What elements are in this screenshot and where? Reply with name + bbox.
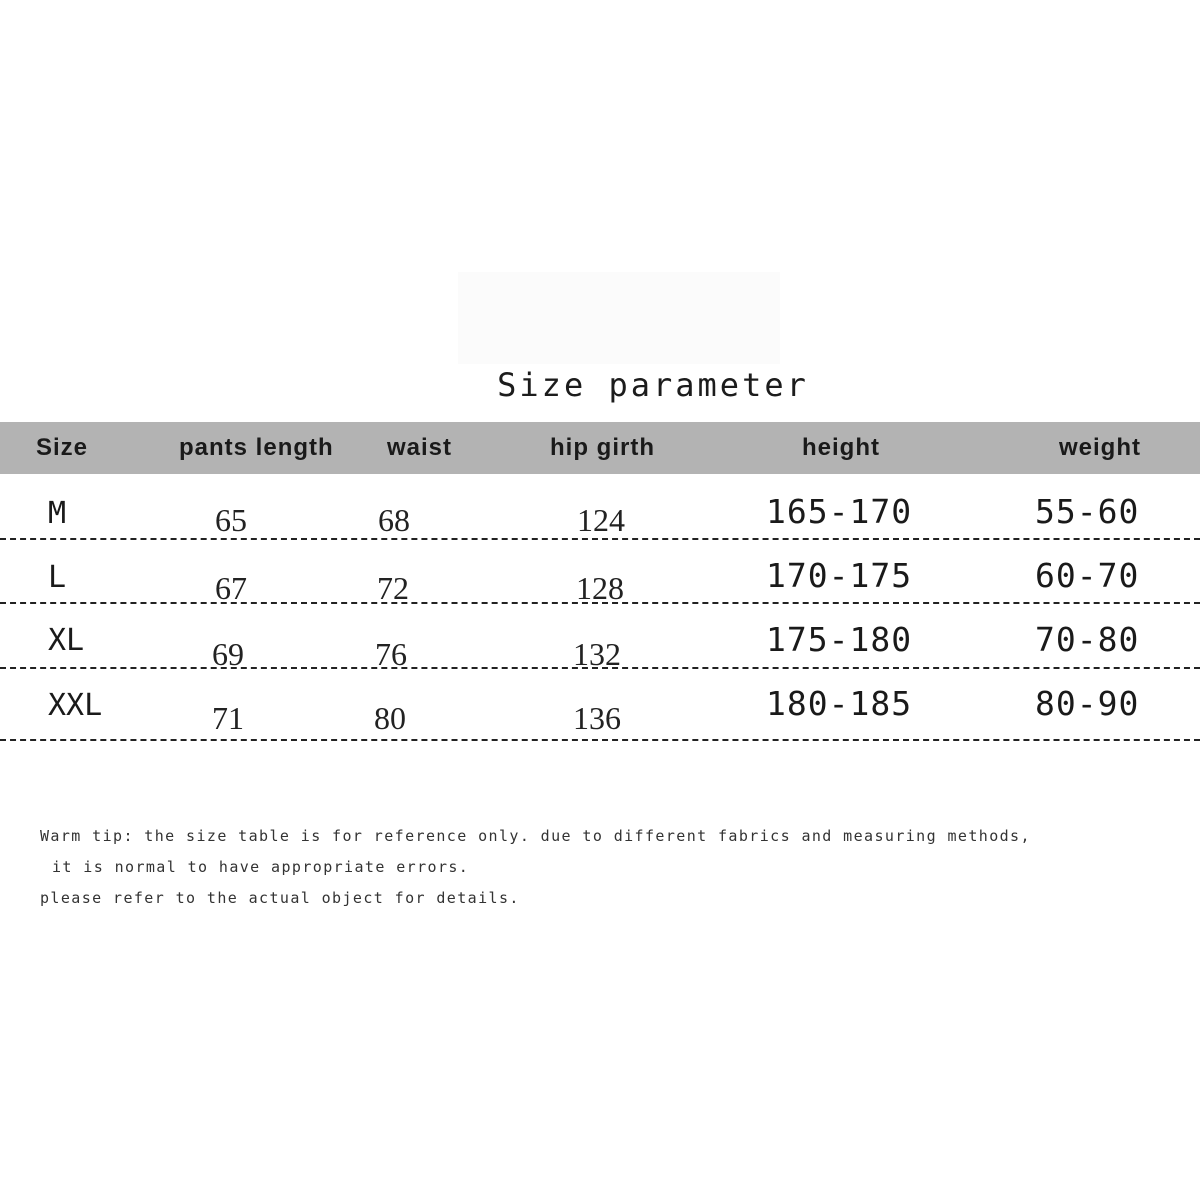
cell-hip-girth: 128 xyxy=(576,570,624,606)
cell-height: 175-180 xyxy=(766,620,913,659)
warm-tip-line-2: it is normal to have appropriate errors. xyxy=(52,858,470,876)
cell-pants-length: 71 xyxy=(212,700,244,736)
warm-tip-line-1: Warm tip: the size table is for reference only. due to different fabrics and measuring methods, xyxy=(40,827,1031,845)
cell-height: 165-170 xyxy=(766,492,913,531)
cell-waist: 80 xyxy=(374,700,406,736)
cell-pants-length: 67 xyxy=(215,570,247,606)
cell-waist: 68 xyxy=(378,502,410,538)
cell-size: L xyxy=(48,560,67,595)
cell-waist: 72 xyxy=(377,570,409,606)
cell-height: 180-185 xyxy=(766,684,913,723)
row-divider xyxy=(0,538,1200,540)
header-size: Size xyxy=(36,434,89,461)
row-divider xyxy=(0,739,1200,741)
page-title: Size parameter xyxy=(497,366,809,404)
row-divider xyxy=(0,667,1200,669)
cell-pants-length: 69 xyxy=(212,636,244,672)
cell-size: M xyxy=(48,496,67,531)
cell-weight: 70-80 xyxy=(1035,620,1140,659)
header-weight: weight xyxy=(1059,434,1141,461)
header-height: height xyxy=(802,434,880,461)
cell-weight: 55-60 xyxy=(1035,492,1140,531)
cell-hip-girth: 136 xyxy=(573,700,621,736)
header-hip-girth: hip girth xyxy=(550,434,655,461)
cell-weight: 60-70 xyxy=(1035,556,1140,595)
cell-size: XXL xyxy=(48,688,103,723)
faint-background-patch xyxy=(458,272,780,364)
cell-height: 170-175 xyxy=(766,556,913,595)
warm-tip-line-3: please refer to the actual object for details. xyxy=(40,889,520,907)
cell-waist: 76 xyxy=(375,636,407,672)
cell-pants-length: 65 xyxy=(215,502,247,538)
header-pants-length: pants length xyxy=(179,434,334,461)
cell-hip-girth: 124 xyxy=(577,502,625,538)
cell-size: XL xyxy=(48,623,85,658)
cell-weight: 80-90 xyxy=(1035,684,1140,723)
header-waist: waist xyxy=(387,434,453,461)
cell-hip-girth: 132 xyxy=(573,636,621,672)
row-divider xyxy=(0,602,1200,604)
